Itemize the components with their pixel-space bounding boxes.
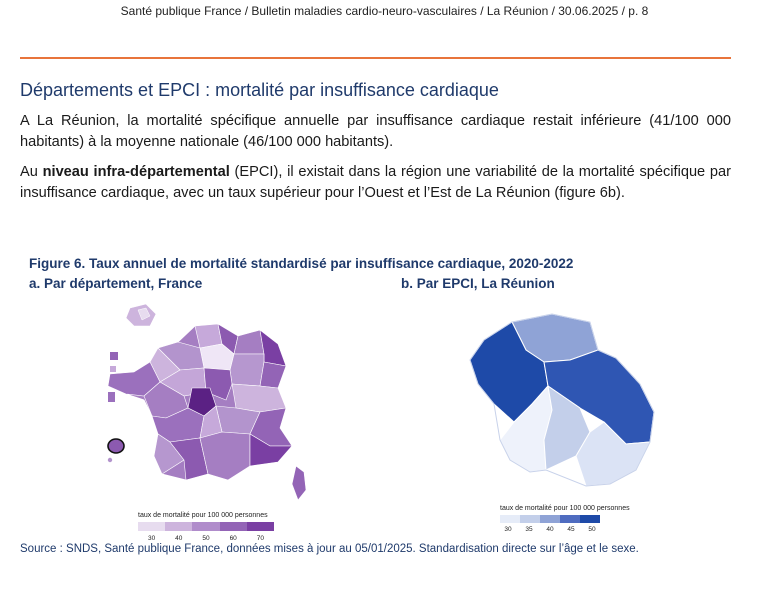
legend-b-tick: 50: [588, 526, 596, 533]
figure-subtitle-a: a. Par département, France: [29, 276, 203, 291]
legend-a-swatch: [138, 522, 165, 531]
paragraph-suffix: (EPCI), il existait dans la région une variabilité de la mortalité spécifique par insuffisance cardiaque, avec un taux supérieur pour l’Ouest et l’Est de La Réunion (figure 6b).: [20, 164, 732, 201]
orange-divider: [20, 57, 731, 59]
legend-a-swatch: [192, 522, 219, 531]
legend-a-swatch: [220, 522, 247, 531]
legend-a-tick: 60: [229, 535, 237, 542]
legend-b-colorbar: [500, 515, 600, 523]
legend-a-tick: 50: [202, 535, 210, 542]
legend-b-title: taux de mortalité pour 100 000 personnes: [500, 505, 630, 512]
legend-a-swatch: [165, 522, 192, 531]
legend-a-tick: 40: [175, 535, 183, 542]
section-title: Départements et EPCI : mortalité par insuffisance cardiaque: [20, 80, 499, 100]
legend-a-swatch: [247, 522, 274, 531]
legend-b-swatch: [560, 515, 580, 523]
legend-b-tick: 45: [567, 526, 575, 533]
la-reunion-highlight: [108, 439, 124, 453]
overseas-inset-1: [110, 352, 118, 360]
legend-b-tick: 35: [525, 526, 533, 533]
running-header: Santé publique France / Bulletin maladies cardio-neuro-vasculaires / La Réunion / 30.06.2025 / p. 8: [120, 4, 649, 18]
overseas-inset-2: [110, 366, 116, 372]
legend-a-tick: 30: [147, 535, 156, 542]
legend-b-swatch: [520, 515, 540, 523]
paragraph-bold-term: niveau infra-départemental: [42, 164, 230, 180]
overseas-inset-3: [108, 392, 115, 402]
figure-title: Figure 6. Taux annuel de mortalité standardisé par insuffisance cardiaque, 2020-2022: [29, 256, 574, 271]
figure-source: Source : SNDS, Santé publique France, données mises à jour au 05/01/2025. Standardisation directe sur l’âge et le sexe.: [20, 543, 639, 555]
legend-b-swatch: [580, 515, 600, 523]
legend-b-ticks: [500, 526, 600, 536]
paragraph-national-comparison: A La Réunion, la mortalité spécifique annuelle par insuffisance cardiaque restait inférieure (41/100 000 habitants) à la moyenne nationale (46/100 000 habitants).: [20, 113, 731, 150]
paragraph-infra-departmental: [20, 162, 731, 204]
legend-b-tick: 40: [546, 526, 554, 533]
legend-a-tick: 70: [256, 535, 265, 542]
paragraph-prefix: Au: [20, 164, 43, 180]
reunion-epci-map: [440, 300, 680, 500]
corsica: [292, 466, 306, 500]
legend-b-swatch: [540, 515, 560, 523]
legend-a-title: taux de mortalité pour 100 000 personnes: [138, 512, 268, 519]
legend-a-colorbar: [138, 522, 274, 531]
figure-subtitle-b: b. Par EPCI, La Réunion: [401, 276, 555, 291]
france-department-map: [100, 296, 320, 506]
legend-b-tick: 30: [504, 526, 512, 533]
legend-b-swatch: [500, 515, 520, 523]
